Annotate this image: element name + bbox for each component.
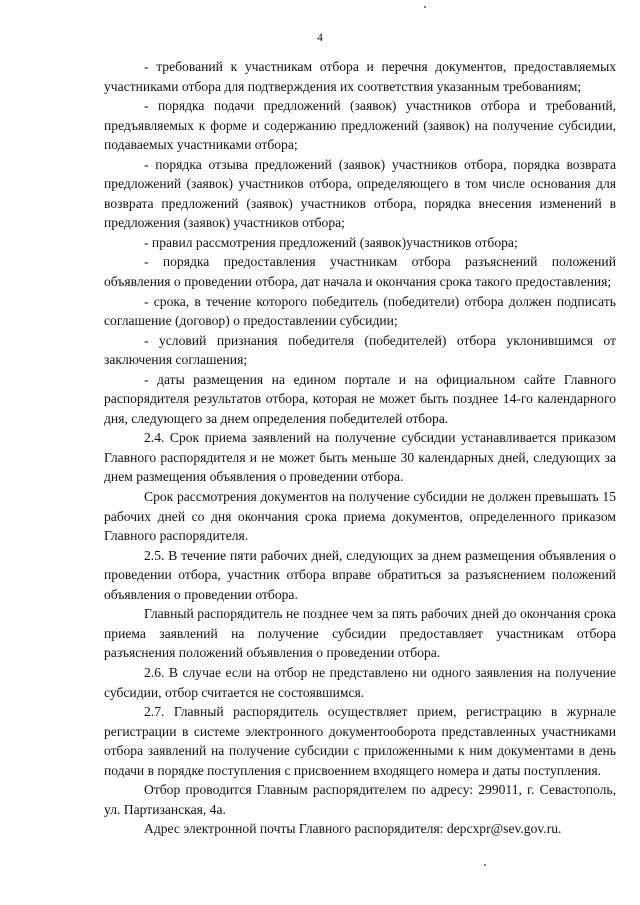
page-number: 4: [317, 32, 323, 44]
scan-speck: [484, 864, 486, 866]
paragraph-withdrawal-order: - порядка отзыва предложений (заявок) участников отбора, порядка возврата предложений (заявок) участников отбора, определяющего в том числе основания для возврата предложений (заявок) участников отбора, порядка внесения изменений в предложения (заявок) участников отбора;: [104, 156, 616, 231]
paragraph-evasion-conditions: - условий признания победителя (победителей) отбора уклонившимся от заключения соглашения;: [104, 332, 616, 368]
paragraph-2-4: 2.4. Срок приема заявлений на получение субсидии устанавливается приказом Главного распорядителя и не может быть меньше 30 календарных дней, следующих за днем размещения объявления о проведении отбора.: [104, 430, 616, 485]
paragraph-review-rules: - правил рассмотрения предложений (заявок)участников отбора;: [144, 234, 518, 250]
paragraph-clarification-order: - порядка предоставления участникам отбора разъяснений положений объявления о проведении отбора, дат начала и окончания срока такого предоставления;: [104, 254, 616, 290]
document-body: [104, 57, 616, 839]
paragraph-2-5: 2.5. В течение пяти рабочих дней, следующих за днем размещения объявления о проведении отбора, участник отбора вправе обратиться за разъяснением положений объявления о проведении отбора.: [104, 547, 616, 602]
paragraph-2-6: 2.6. В случае если на отбор не представлено ни одного заявления на получение субсидии, отбор считается не состоявшимся.: [104, 664, 616, 700]
scan-speck: [424, 6, 426, 8]
paragraph-requirements: - требований к участникам отбора и перечня документов, предоставляемых участниками отбора для подтверждения их соответствия указанным требованиям;: [104, 59, 616, 94]
paragraph-submission-order: - порядка подачи предложений (заявок) участников отбора и требований, предъявляемых к форме и содержанию предложений (заявок) на получение субсидии, подаваемых участниками отбора;: [104, 98, 616, 153]
paragraph-signing-term: - срока, в течение которого победитель (победители) отбора должен подписать соглашение (договор) о предоставлении субсидии;: [104, 293, 616, 329]
paragraph-address: Отбор проводится Главным распорядителем по адресу: 299011, г. Севастополь, ул. Партизанская, 4а.: [104, 782, 616, 817]
paragraph-results-publication: - даты размещения на едином портале и на официальном сайте Главного распорядителя результатов отбора, которая не может быть позднее 14-го календарного дня, следующего за днем определения победителей отбора.: [104, 371, 616, 426]
paragraph-clarification-deadline: Главный распорядитель не позднее чем за пять рабочих дней до окончания срока приема заявлений на получение субсидии предоставляет участникам отбора разъяснения положений объявления о проведении отбора.: [104, 606, 616, 661]
paragraph-review-term: Срок рассмотрения документов на получение субсидии не должен превышать 15 рабочих дней со дня окончания срока приема документов, определенного приказом Главного распорядителя.: [104, 489, 616, 544]
paragraph-email: Адрес электронной почты Главного распорядителя: depcxpr@sev.gov.ru.: [144, 821, 562, 837]
paragraph-2-7: 2.7. Главный распорядитель осуществляет прием, регистрацию в журнале регистрации в системе электронного документооборота представленных участниками отбора заявлений на получение субсидии с приложенными к ним документами в день подачи в порядке поступления с присвоением входящего номера и даты поступления.: [104, 704, 616, 778]
